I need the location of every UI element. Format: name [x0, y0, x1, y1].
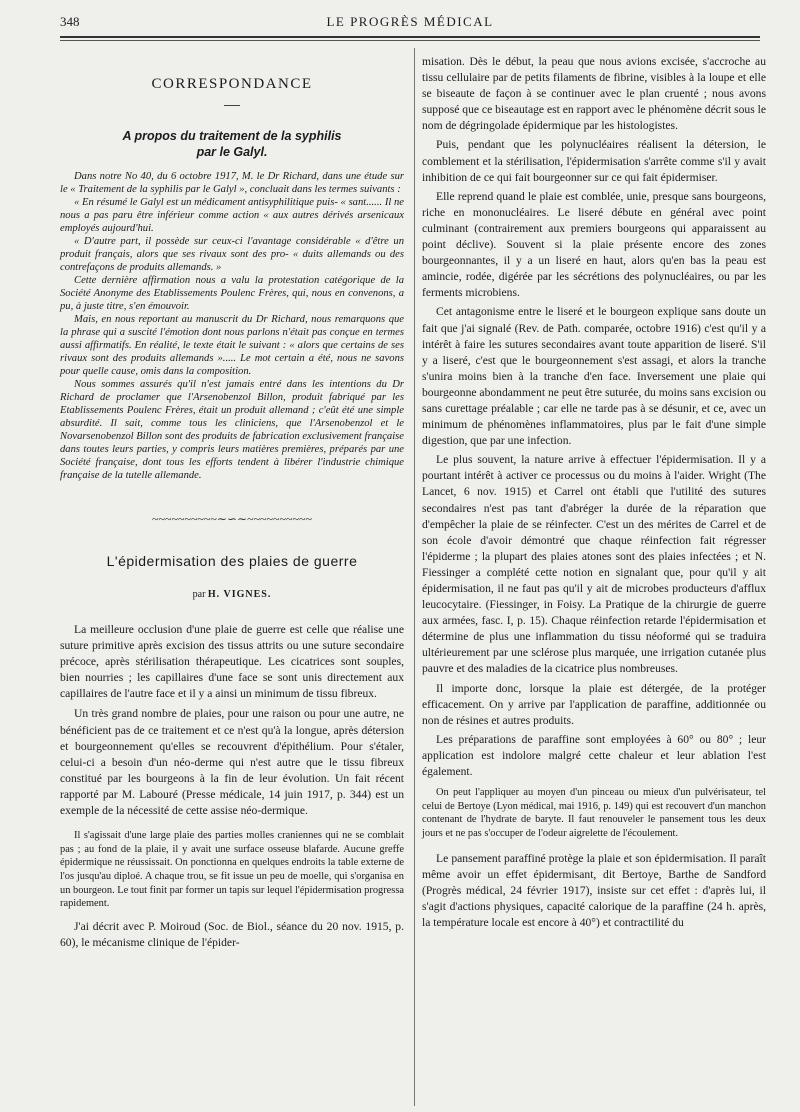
small-paragraph: Il s'agissait d'une large plaie des parties molles craniennes qui ne se comblait pas ; au fond de la plaie, il y avait une surface osseuse blafarde. Aucune greffe épidermique ne réussissait. On ponctionna en quelques endroits la table externe de l'os jusqu'au diploé. A chaque trou, se fit issue un peu de moelle, qui s'organisa en un bourgeon. Le tout finit par former un tapis sur lequel l'épidermisation progressa rapidement.: [60, 830, 404, 910]
body-paragraph: Il importe donc, lorsque la plaie est détergée, de la protéger efficacement. On y arrive par l'application de paraffine, additionnée ou non de résines et autres produits.: [422, 681, 766, 727]
letter-title-line: A propos du traitement de la syphilis: [122, 129, 342, 143]
byline: [60, 589, 404, 600]
body-paragraph: misation. Dès le début, la peau que nous avions excisée, s'accroche au tissu cellulaire par de petits filaments de fibrine, visibles à la loupe et elle se biseaute de façon à se continuer avec le plan cruenté ; nous avons supposé que ce biseautage est en rapport avec le phénomène décrit sous le nom de dégringolade épidermique par les histologistes.: [422, 55, 766, 133]
letter-text: [60, 170, 404, 482]
article-body-right-end: [422, 851, 766, 931]
small-paragraph: On peut l'appliquer au moyen d'un pinceau ou mieux d'un pulvérisateur, tel celui de Bertoye (Lyon médical, mai 1916, p. 149) qui est recouvert d'un manchon contenant de l'hydrate de baryte. Il faut renouveler le pansement tous les deux jours et ne pas s'occuper de l'odeur aigrelette de l'écoulement.: [422, 787, 766, 839]
letter-paragraph: Dans notre No 40, du 6 octobre 1917, M. le Dr Richard, dans une étude sur le « Traitement de la syphilis par le Galyl », concluait dans les termes suivants :: [60, 171, 404, 195]
title-dash: [224, 105, 240, 106]
body-paragraph: Elle reprend quand le plaie est comblée, unie, presque sans bourgeons, riche en mononucléaires. Le liseré débute en général avec point culminant (contrairement aux premiers bourgeons qui apparaissent au point déclive). Souvent si la plaie présente encore des zones bourgeonnantes, il y a un liseré en haut, alors qu'en bas la peau est amincie, rodée, digérée par les sécrétions des polynucléaires, ou par les ferments microbiens.: [422, 189, 766, 300]
section-title: CORRESPONDANCE: [151, 76, 313, 92]
header-rule-thin: [60, 40, 760, 41]
column-divider: [414, 48, 415, 1106]
small-print-block: [422, 786, 766, 840]
body-paragraph: J'ai décrit avec P. Moiroud (Soc. de Biol., séance du 20 nov. 1915, p. 60), le mécanisme clinique de l'épider-: [60, 919, 404, 949]
body-paragraph: Puis, pendant que les polynucléaires réalisent la détersion, le comblement et la stérilisation, l'épidermisation s'arrête comme s'il y avait inhibition de ce qui fait bourgeonner sur ce qui fait épidermiser.: [422, 138, 766, 184]
byline-author: H. VIGNES.: [207, 589, 272, 600]
page-header: [60, 14, 760, 36]
letter-paragraph: Nous sommes assurés qu'il n'est jamais entré dans les intentions du Dr Richard de proclamer que l'Arsenobenzol Billon, produit fabriqué par les Etablissements Poulenc Frères, était un produit allemand ; c'eût été une simple absurdité. Il sait, comme tous les cliniciens, que l'Arsenobenzol et le Novarsenobenzol Billon sont des produits de fabrication exclusivement française dans toutes leurs parties, y compris leurs matières premières, préparés par une Société française, dont tous les efforts tendent à libérer l'industrie chimique française de la tutelle allemande.: [60, 379, 404, 481]
body-paragraph: La meilleure occlusion d'une plaie de guerre est celle que réalise une suture primitive après excision des tissus attrits ou une suture secondaire précoce, après stérilisation thérapeutique. Les cicatrices sont souples, bien nourries ; les capillaires d'une face se sont unis directement aux capillaires de l'autre face et il y a ainsi un minimum de tissu fibreux.: [60, 623, 404, 701]
byline-prefix: par: [192, 589, 206, 600]
article-body-right: [422, 54, 766, 780]
small-print-block: [60, 829, 404, 911]
page-number: 348: [60, 14, 80, 29]
article-body-continued: [60, 919, 404, 951]
body-paragraph: Le pansement paraffiné protège la plaie et son épidermisation. Il paraît même avoir un effet épidermisant, dit Bertoye, Barthe de Sandford (Progrès médical, 24 février 1917), insiste sur cet effet : d'après lui, il s'agit d'actions physiques, capacité calorique de la paraffine (24 h. après, la température locale est encore à 40°) et contractilité du: [422, 851, 766, 929]
letter-paragraph: « D'autre part, il possède sur ceux-ci l'avantage considérable « d'être un produit français, alors que ses rivaux sont des pro- « duits allemands ou des contrefaçons de produits allemands. »: [60, 236, 404, 273]
article-title: L'épidermisation des plaies de guerre: [106, 553, 358, 569]
body-paragraph: Un très grand nombre de plaies, pour une raison ou pour une autre, ne bénéficient pas de ce traitement et ce n'est qu'à la longue, après détersion et bourgeonnement qu'elles se recouvrent d'épithélium. Pour s'étaler, celui-ci a besoin d'un néo-derme qui n'est autre que le tissu fibreux constitué par les bourgeons à la fin de leur évolution. Un fait récent rapporté par M. Labouré (Presse médicale, 14 juin 1917, p. 344) est un exemple de la nécessité de cette assise néo-dermique.: [60, 707, 404, 818]
letter-paragraph: Cette dernière affirmation nous a valu la protestation catégorique de la Société Anonyme des Etablissements Poulenc Frères, qui, nous en convenons, a pu, à juste titre, s'en émouvoir.: [60, 275, 404, 312]
letter-title: [60, 128, 404, 160]
header-rule: [60, 36, 760, 38]
letter-title-line: par le Galyl.: [196, 145, 268, 159]
body-paragraph: Les préparations de paraffine sont employées à 60° ou 80° ; leur application est indolore malgré cette chaleur et leur ablation l'est également.: [422, 732, 766, 779]
letter-paragraph: Mais, en nous reportant au manuscrit du Dr Richard, nous remarquons que la phrase qui a suscité l'émotion dont nous parlons n'était pas conçue en termes aussi affirmatifs. En réalité, le texte était le suivant : « alors que certains de ses rivaux sont des produits allemands »..... Le mot certain a été, nous ne savons pour quelle cause, omis dans la composition.: [60, 314, 404, 377]
left-column: [60, 54, 404, 955]
body-paragraph: Cet antagonisme entre le liseré et le bourgeon explique sans doute un fait que j'ai signalé (Rev. de Path. comparée, octobre 1916) c'est qu'il y a intérêt à faire les sutures secondaires avant toute apparition de liseré. S'il y a liseré, c'est que le bourgeonnement s'est assagi, et alors la tranche s'unira moins bien à la tranche d'en face. Inversement une plaie qui bourgeonne abondamment ne peut être suturée, du moins sans excision ou sans curettage préalable ; car elle ne tarde pas à se désunir, et ce, avec un minimum de phénomènes inflammatoires, plus par le fait d'une simple digestion, que par une infection.: [422, 305, 766, 448]
body-paragraph: Le plus souvent, la nature arrive à effectuer l'épidermisation. Il y a pourtant intérêt à activer ce processus ou du moins à l'aider. Wright (The Lancet, 6 nov. 1915) et Carrel ont établi que l'utilité des sutures secondaires n'est pas tant d'abréger la durée de la réparation que d'empêcher la plaie de se réinfecter. C'est un des mérites de Carrel et de son école d'avoir démontré que chaque réinfection fait régresser l'épiderme ; la plupart des plaies atones sont des plaies infectées ; et N. Fiessinger a complété cette notion en signalant que, pour qu'il y ait épidermisation, il ne faut pas qu'il y ait de microbes producteurs d'afflux leucocytaire. (Fiessinger, in Foisy. La Pratique de la chirurgie de guerre aux armées, fasc. I, p. 15). Chaque réinfection retarde l'épidermisation et détermine de plus une inflammation du tissu néoformé qui se traduira ultérieurement par une sclérose plus marquée, une irrigation cutanée plus pauvre et des maladies de la cicatrice plus nombreuses.: [422, 453, 766, 676]
ornament-divider: ~~~~~~~~~~∼∽∼~~~~~~~~~~: [151, 512, 312, 526]
article-body-start: [60, 622, 404, 819]
letter-paragraph: « En résumé le Galyl est un médicament antisyphilitique puis- « sant...... Il ne nous a pas paru être inférieur comme action « aux autres dérivés arsenicaux employés aujourd'hui.: [60, 197, 404, 234]
journal-title: LE PROGRÈS MÉDICAL: [326, 14, 494, 29]
right-column: [422, 54, 766, 934]
